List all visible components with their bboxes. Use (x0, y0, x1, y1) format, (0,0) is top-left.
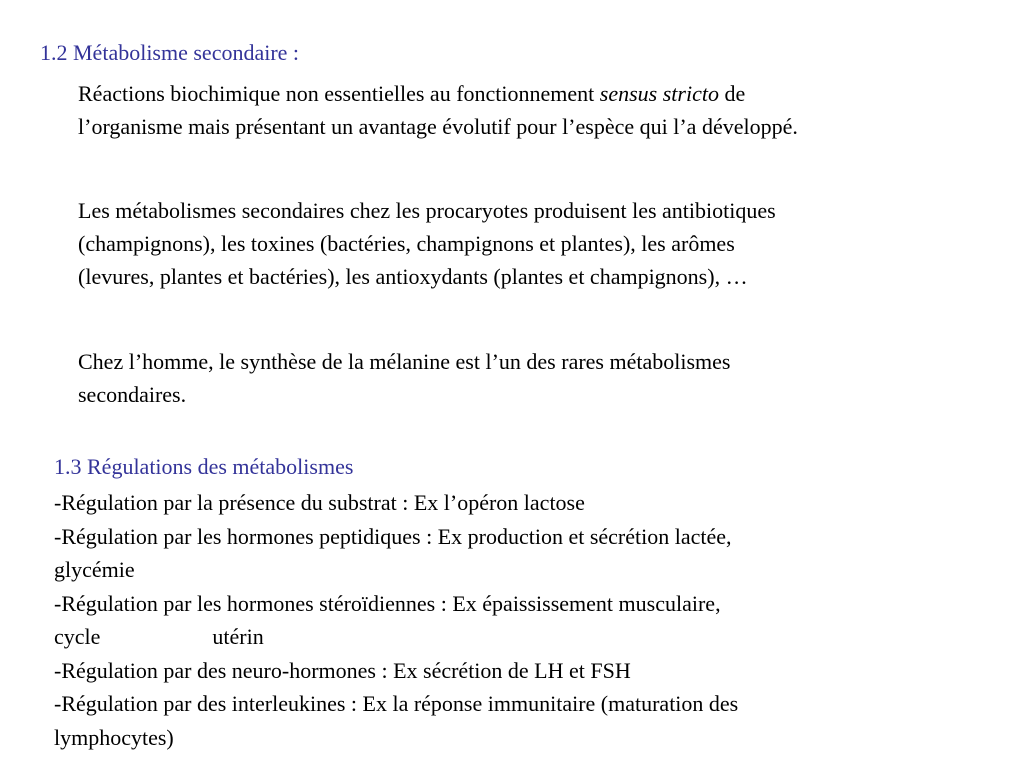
text-run: utérin (212, 624, 264, 649)
section-1-3-title: 1.3 Régulations des métabolismes (54, 454, 354, 479)
section-1-2-title: 1.2 Métabolisme secondaire : (40, 40, 300, 65)
regulation-item-steroidiennes: -Régulation par les hormones stéroïdiennes : Ex épaississement musculaire, (54, 590, 721, 616)
regulation-item-interleukines-cont: lymphocytes) (54, 724, 174, 750)
section-1-3 (54, 454, 1014, 754)
paragraph-melanine (78, 345, 1018, 411)
regulation-item-interleukines: -Régulation par des interleukines : Ex la réponse immunitaire (maturation des (54, 691, 739, 716)
regulation-item-steroidiennes-cont (54, 620, 1014, 654)
paragraph-line: Les métabolismes secondaires chez les procaryotes produisent les antibiotiques (78, 198, 776, 223)
paragraph-line (78, 77, 1018, 110)
paragraph-line: l’organisme mais présentant un avantage évolutif pour l’espèce qui l’a développé. (78, 114, 798, 139)
paragraph-procaryotes (78, 194, 1018, 293)
paragraph-definition (78, 77, 1018, 143)
text-run: de (718, 81, 746, 106)
paragraph-line: secondaires. (78, 382, 187, 407)
regulation-item-substrat: -Régulation par la présence du substrat : Ex l’opéron lactose (54, 490, 585, 515)
text-run: Réactions biochimique non essentielles au fonctionnement (78, 81, 600, 106)
text-run: cycle (54, 624, 101, 649)
paragraph-line: (levures, plantes et bactéries), les antioxydants (plantes et champignons), … (78, 264, 748, 289)
paragraph-line: (champignons), les toxines (bactéries, champignons et plantes), les arômes (78, 231, 735, 256)
regulation-item-peptidiques: -Régulation par les hormones peptidiques : Ex production et sécrétion lactée, (54, 523, 732, 549)
paragraph-line: Chez l’homme, le synthèse de la mélanine est l’un des rares métabolismes (78, 349, 731, 374)
regulation-item-peptidiques-cont: glycémie (54, 557, 135, 582)
italic-term: sensus stricto (599, 81, 719, 106)
regulation-item-neuro-hormones: -Régulation par des neuro-hormones : Ex sécrétion de LH et FSH (54, 657, 631, 683)
